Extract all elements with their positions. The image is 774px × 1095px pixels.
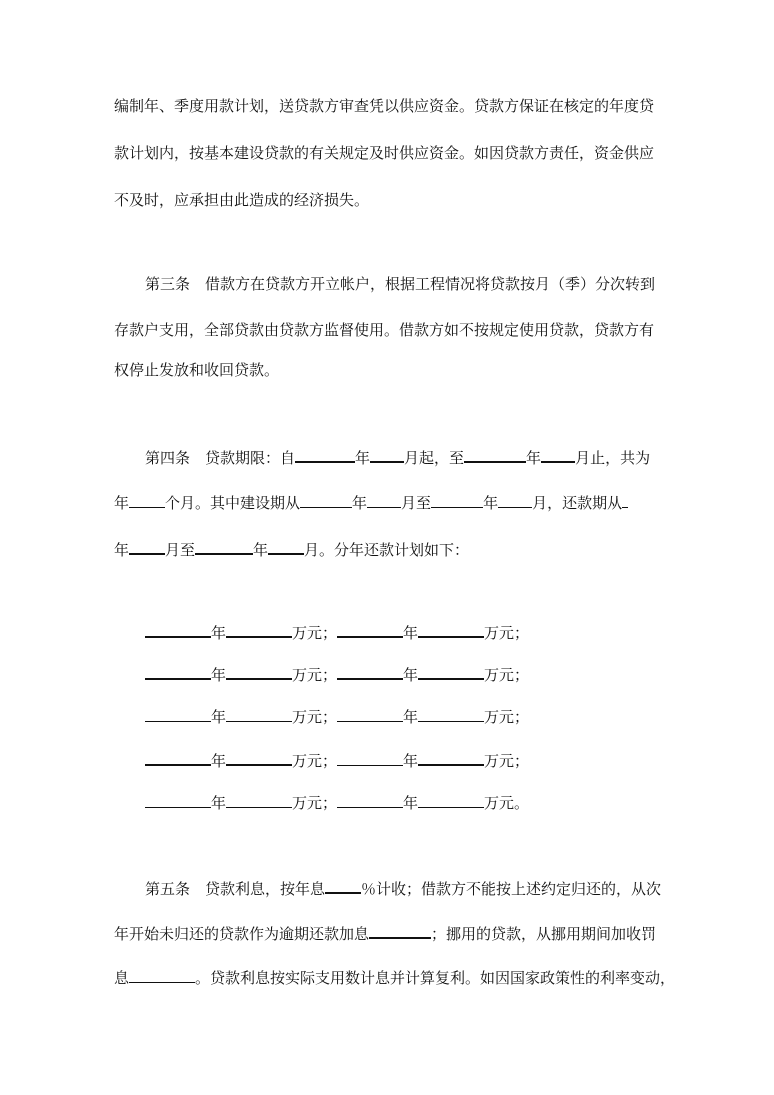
label-year: 年 bbox=[114, 494, 130, 512]
article3-line1: 第三条 借款方在贷款方开立帐户，根据工程情况将贷款按月（季）分次转到 bbox=[145, 275, 656, 293]
label-year: 年 bbox=[403, 794, 419, 812]
article5-line2 bbox=[114, 921, 656, 944]
schedule-row bbox=[145, 662, 529, 685]
repay-start-blank[interactable] bbox=[622, 491, 628, 508]
year-blank[interactable] bbox=[337, 662, 403, 680]
label-text: 月至 bbox=[401, 494, 432, 512]
label-amount: 万元； bbox=[292, 794, 338, 812]
build-end-month-blank[interactable] bbox=[498, 491, 532, 508]
build-end-year-blank[interactable] bbox=[431, 491, 483, 508]
label-year: 年 bbox=[403, 708, 419, 726]
label-year: 年 bbox=[114, 541, 130, 559]
label-text: ；挪用的贷款，从挪用期间加收罚 bbox=[431, 925, 657, 943]
schedule-row bbox=[145, 705, 529, 727]
label-text: 个月。其中建设期从 bbox=[165, 494, 301, 512]
label-year: 年 bbox=[403, 624, 419, 642]
label-year: 年 bbox=[211, 624, 227, 642]
year-blank[interactable] bbox=[145, 620, 211, 638]
article5-text: 第五条 贷款利息，按年息 bbox=[145, 880, 326, 898]
year-blank[interactable] bbox=[145, 791, 211, 808]
label-year: 年 bbox=[526, 449, 542, 467]
label-amount: 万元； bbox=[292, 666, 338, 684]
label-amount: 万元； bbox=[292, 708, 338, 726]
amount-blank[interactable] bbox=[226, 662, 292, 680]
label-text: 。贷款利息按实际支用数计息并计算复利。如因国家政策性的利率变动， bbox=[195, 969, 676, 987]
overdue-rate-blank[interactable] bbox=[369, 921, 431, 939]
article3-line2: 存款户支用，全部贷款由贷款方监督使用。借款方如不按规定使用贷款，贷款方有 bbox=[114, 321, 655, 339]
total-years-blank[interactable] bbox=[129, 491, 165, 508]
schedule-row bbox=[145, 791, 529, 813]
schedule-row bbox=[145, 620, 529, 643]
repay-end-month-blank[interactable] bbox=[268, 537, 304, 555]
amount-blank[interactable] bbox=[418, 620, 484, 638]
label-text: 月。分年还款计划如下： bbox=[304, 541, 470, 559]
label-amount: 万元； bbox=[292, 624, 338, 642]
year-blank[interactable] bbox=[145, 748, 211, 766]
repay-end-year-blank[interactable] bbox=[195, 537, 253, 555]
year-blank[interactable] bbox=[145, 662, 211, 680]
article4-line1 bbox=[145, 445, 650, 468]
label-text: 月，还款期从 bbox=[532, 494, 623, 512]
label-year: 年 bbox=[352, 494, 368, 512]
build-start-month-blank[interactable] bbox=[367, 491, 401, 508]
label-year: 年 bbox=[211, 708, 227, 726]
label-amount: 万元。 bbox=[484, 794, 530, 812]
label-year: 年 bbox=[355, 449, 371, 467]
label-text: 月止，共为 bbox=[575, 449, 651, 467]
label-year: 年 bbox=[403, 752, 419, 770]
article4-line3 bbox=[114, 537, 469, 560]
start-year-blank[interactable] bbox=[295, 445, 355, 463]
article4-text: 第四条 贷款期限：自 bbox=[145, 449, 296, 467]
label-text: 年开始未归还的贷款作为逾期还款加息 bbox=[114, 925, 370, 943]
label-amount: 万元； bbox=[484, 666, 530, 684]
para1-line2: 款计划内，按基本建设贷款的有关规定及时供应资金。如因贷款方责任，资金供应 bbox=[114, 144, 655, 162]
year-blank[interactable] bbox=[337, 791, 403, 808]
para1-line3: 不及时，应承担由此造成的经济损失。 bbox=[114, 191, 370, 209]
amount-blank[interactable] bbox=[418, 748, 484, 766]
label-amount: 万元； bbox=[484, 624, 530, 642]
article4-line2 bbox=[114, 491, 628, 513]
start-month-blank[interactable] bbox=[370, 445, 404, 463]
label-text: 月起，至 bbox=[404, 449, 465, 467]
label-amount: 万元； bbox=[484, 708, 530, 726]
amount-blank[interactable] bbox=[226, 791, 292, 808]
year-blank[interactable] bbox=[145, 705, 211, 722]
para1-line1: 编制年、季度用款计划，送贷款方审查凭以供应资金。贷款方保证在核定的年度贷 bbox=[114, 97, 655, 115]
amount-blank[interactable] bbox=[418, 662, 484, 680]
label-year: 年 bbox=[483, 494, 499, 512]
label-amount: 万元； bbox=[292, 752, 338, 770]
article3-line3: 权停止发放和收回贷款。 bbox=[114, 361, 280, 379]
end-month-blank[interactable] bbox=[541, 445, 575, 463]
end-year-blank[interactable] bbox=[464, 445, 526, 463]
label-amount: 万元； bbox=[484, 752, 530, 770]
schedule-row bbox=[145, 748, 529, 771]
amount-blank[interactable] bbox=[418, 705, 484, 722]
label-text: 息 bbox=[114, 969, 130, 987]
interest-rate-blank[interactable] bbox=[325, 876, 361, 894]
article5-line1 bbox=[145, 876, 661, 899]
build-start-year-blank[interactable] bbox=[300, 491, 352, 508]
label-year: 年 bbox=[253, 541, 269, 559]
amount-blank[interactable] bbox=[226, 705, 292, 722]
amount-blank[interactable] bbox=[226, 620, 292, 638]
repay-start-month-blank[interactable] bbox=[129, 537, 165, 555]
label-year: 年 bbox=[403, 666, 419, 684]
amount-blank[interactable] bbox=[226, 748, 292, 766]
label-year: 年 bbox=[211, 794, 227, 812]
year-blank[interactable] bbox=[337, 620, 403, 638]
label-year: 年 bbox=[211, 666, 227, 684]
label-text: ％计收；借款方不能按上述约定归还的，从次 bbox=[361, 880, 662, 898]
label-year: 年 bbox=[211, 752, 227, 770]
year-blank[interactable] bbox=[337, 749, 403, 766]
penalty-rate-blank[interactable] bbox=[129, 966, 195, 983]
amount-blank[interactable] bbox=[418, 791, 484, 808]
label-text: 月至 bbox=[165, 541, 196, 559]
article5-line3 bbox=[114, 966, 675, 988]
year-blank[interactable] bbox=[337, 705, 403, 722]
